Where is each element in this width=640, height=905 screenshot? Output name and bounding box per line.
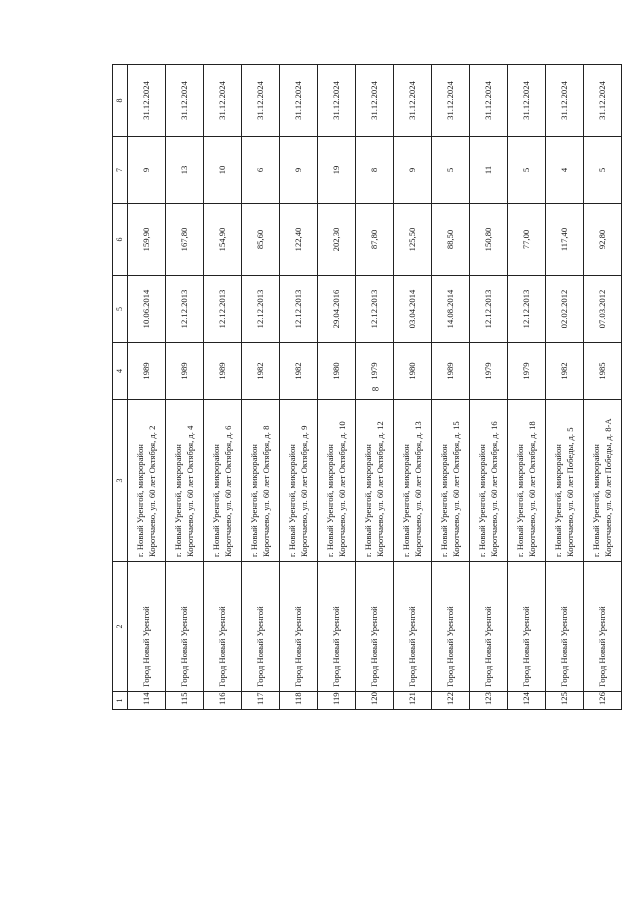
- address-cell: г. Новый Уренгой, микрорайон Коротчаево, ул. 60 лет Октября, д. 13: [394, 400, 432, 562]
- address-cell: г. Новый Уренгой, микрорайон Коротчаево, ул. 60 лет Октября, д. 8: [242, 400, 280, 562]
- row-number: 115: [166, 692, 204, 710]
- table-body: [128, 65, 622, 710]
- header-row: [113, 65, 128, 710]
- row-number: 124: [508, 692, 546, 710]
- table-row: [166, 65, 204, 710]
- deadline-cell: 31.12.2024: [508, 65, 546, 137]
- date-cell: 12.12.2013: [242, 276, 280, 343]
- housing-table: [112, 64, 622, 710]
- municipality-cell: Город Новый Уренгой: [128, 562, 166, 692]
- count-cell: 10: [204, 137, 242, 204]
- count-cell: 9: [394, 137, 432, 204]
- count-cell: 9: [128, 137, 166, 204]
- year-cell: 1989: [166, 343, 204, 400]
- address-cell: г. Новый Уренгой, микрорайон Коротчаево, ул. 60 лет Октября, д. 9: [280, 400, 318, 562]
- count-cell: 5: [508, 137, 546, 204]
- row-number: 116: [204, 692, 242, 710]
- column-header-8: 8: [113, 65, 128, 137]
- page-number: 8: [370, 386, 381, 392]
- column-header-3: 3: [113, 400, 128, 562]
- municipality-cell: Город Новый Уренгой: [242, 562, 280, 692]
- table-row: [394, 65, 432, 710]
- area-cell: 159,90: [128, 204, 166, 276]
- municipality-cell: Город Новый Уренгой: [394, 562, 432, 692]
- year-cell: 1979: [356, 343, 394, 400]
- date-cell: 12.12.2013: [204, 276, 242, 343]
- date-cell: 07.03.2012: [584, 276, 622, 343]
- row-number: 123: [470, 692, 508, 710]
- date-cell: 12.12.2013: [508, 276, 546, 343]
- year-cell: 1982: [546, 343, 584, 400]
- column-header-4: 4: [113, 343, 128, 400]
- address-cell: г. Новый Уренгой, микрорайон Коротчаево, ул. 60 лет Октября, д. 15: [432, 400, 470, 562]
- area-cell: 122,40: [280, 204, 318, 276]
- year-cell: 1980: [394, 343, 432, 400]
- date-cell: 12.12.2013: [470, 276, 508, 343]
- rotated-table-container: [112, 65, 613, 710]
- count-cell: 5: [584, 137, 622, 204]
- deadline-cell: 31.12.2024: [166, 65, 204, 137]
- row-number: 122: [432, 692, 470, 710]
- date-cell: 10.06.2014: [128, 276, 166, 343]
- area-cell: 85,60: [242, 204, 280, 276]
- address-cell: г. Новый Уренгой, микрорайон Коротчаево, ул. 60 лет Октября, д. 16: [470, 400, 508, 562]
- municipality-cell: Город Новый Уренгой: [280, 562, 318, 692]
- deadline-cell: 31.12.2024: [128, 65, 166, 137]
- row-number: 121: [394, 692, 432, 710]
- deadline-cell: 31.12.2024: [280, 65, 318, 137]
- year-cell: 1979: [470, 343, 508, 400]
- count-cell: 6: [242, 137, 280, 204]
- deadline-cell: 31.12.2024: [318, 65, 356, 137]
- table-row: [128, 65, 166, 710]
- table-row: [280, 65, 318, 710]
- table-row: [546, 65, 584, 710]
- date-cell: 14.08.2014: [432, 276, 470, 343]
- area-cell: 77,00: [508, 204, 546, 276]
- deadline-cell: 31.12.2024: [356, 65, 394, 137]
- count-cell: 9: [280, 137, 318, 204]
- address-cell: г. Новый Уренгой, микрорайон Коротчаево, ул. 60 лет Октября, д. 18: [508, 400, 546, 562]
- table-row: [508, 65, 546, 710]
- area-cell: 202,30: [318, 204, 356, 276]
- column-header-5: 5: [113, 276, 128, 343]
- column-header-6: 6: [113, 204, 128, 276]
- address-cell: г. Новый Уренгой, микрорайон Коротчаево, ул. 60 лет Октября, д. 12: [356, 400, 394, 562]
- table-row: [318, 65, 356, 710]
- table-row: [242, 65, 280, 710]
- column-header-7: 7: [113, 137, 128, 204]
- municipality-cell: Город Новый Уренгой: [318, 562, 356, 692]
- area-cell: 92,80: [584, 204, 622, 276]
- row-number: 125: [546, 692, 584, 710]
- row-number: 119: [318, 692, 356, 710]
- municipality-cell: Город Новый Уренгой: [546, 562, 584, 692]
- municipality-cell: Город Новый Уренгой: [166, 562, 204, 692]
- year-cell: 1982: [280, 343, 318, 400]
- year-cell: 1985: [584, 343, 622, 400]
- table-row: [356, 65, 394, 710]
- date-cell: 12.12.2013: [280, 276, 318, 343]
- count-cell: 11: [470, 137, 508, 204]
- deadline-cell: 31.12.2024: [546, 65, 584, 137]
- count-cell: 4: [546, 137, 584, 204]
- address-cell: г. Новый Уренгой, микрорайон Коротчаево, ул. 60 лет Октября, д. 6: [204, 400, 242, 562]
- area-cell: 154,90: [204, 204, 242, 276]
- row-number: 118: [280, 692, 318, 710]
- date-cell: 29.04.2016: [318, 276, 356, 343]
- address-cell: г. Новый Уренгой, микрорайон Коротчаево, ул. 60 лет Октября, д. 4: [166, 400, 204, 562]
- year-cell: 1989: [432, 343, 470, 400]
- area-cell: 87,80: [356, 204, 394, 276]
- date-cell: 03.04.2014: [394, 276, 432, 343]
- table-row: [470, 65, 508, 710]
- table-row: [204, 65, 242, 710]
- table-row: [432, 65, 470, 710]
- deadline-cell: 31.12.2024: [470, 65, 508, 137]
- municipality-cell: Город Новый Уренгой: [584, 562, 622, 692]
- table-row: [584, 65, 622, 710]
- address-cell: г. Новый Уренгой, микрорайон Коротчаево, ул. 60 лет Октября, д. 2: [128, 400, 166, 562]
- count-cell: 19: [318, 137, 356, 204]
- area-cell: 167,80: [166, 204, 204, 276]
- year-cell: 1980: [318, 343, 356, 400]
- municipality-cell: Город Новый Уренгой: [508, 562, 546, 692]
- municipality-cell: Город Новый Уренгой: [204, 562, 242, 692]
- area-cell: 117,40: [546, 204, 584, 276]
- area-cell: 88,50: [432, 204, 470, 276]
- row-number: 117: [242, 692, 280, 710]
- date-cell: 02.02.2012: [546, 276, 584, 343]
- municipality-cell: Город Новый Уренгой: [432, 562, 470, 692]
- year-cell: 1979: [508, 343, 546, 400]
- row-number: 126: [584, 692, 622, 710]
- municipality-cell: Город Новый Уренгой: [470, 562, 508, 692]
- deadline-cell: 31.12.2024: [242, 65, 280, 137]
- address-cell: г. Новый Уренгой, микрорайон Коротчаево, ул. 60 лет Победы, д. 8-А: [584, 400, 622, 562]
- deadline-cell: 31.12.2024: [432, 65, 470, 137]
- column-header-1: 1: [113, 692, 128, 710]
- count-cell: 8: [356, 137, 394, 204]
- date-cell: 12.12.2013: [356, 276, 394, 343]
- address-cell: г. Новый Уренгой, микрорайон Коротчаево, ул. 60 лет Победы, д. 5: [546, 400, 584, 562]
- row-number: 120: [356, 692, 394, 710]
- deadline-cell: 31.12.2024: [584, 65, 622, 137]
- year-cell: 1989: [128, 343, 166, 400]
- year-cell: 1982: [242, 343, 280, 400]
- area-cell: 125,50: [394, 204, 432, 276]
- deadline-cell: 31.12.2024: [204, 65, 242, 137]
- count-cell: 5: [432, 137, 470, 204]
- municipality-cell: Город Новый Уренгой: [356, 562, 394, 692]
- address-cell: г. Новый Уренгой, микрорайон Коротчаево, ул. 60 лет Октября, д. 10: [318, 400, 356, 562]
- area-cell: 150,80: [470, 204, 508, 276]
- year-cell: 1989: [204, 343, 242, 400]
- count-cell: 13: [166, 137, 204, 204]
- row-number: 114: [128, 692, 166, 710]
- column-header-2: 2: [113, 562, 128, 692]
- deadline-cell: 31.12.2024: [394, 65, 432, 137]
- date-cell: 12.12.2013: [166, 276, 204, 343]
